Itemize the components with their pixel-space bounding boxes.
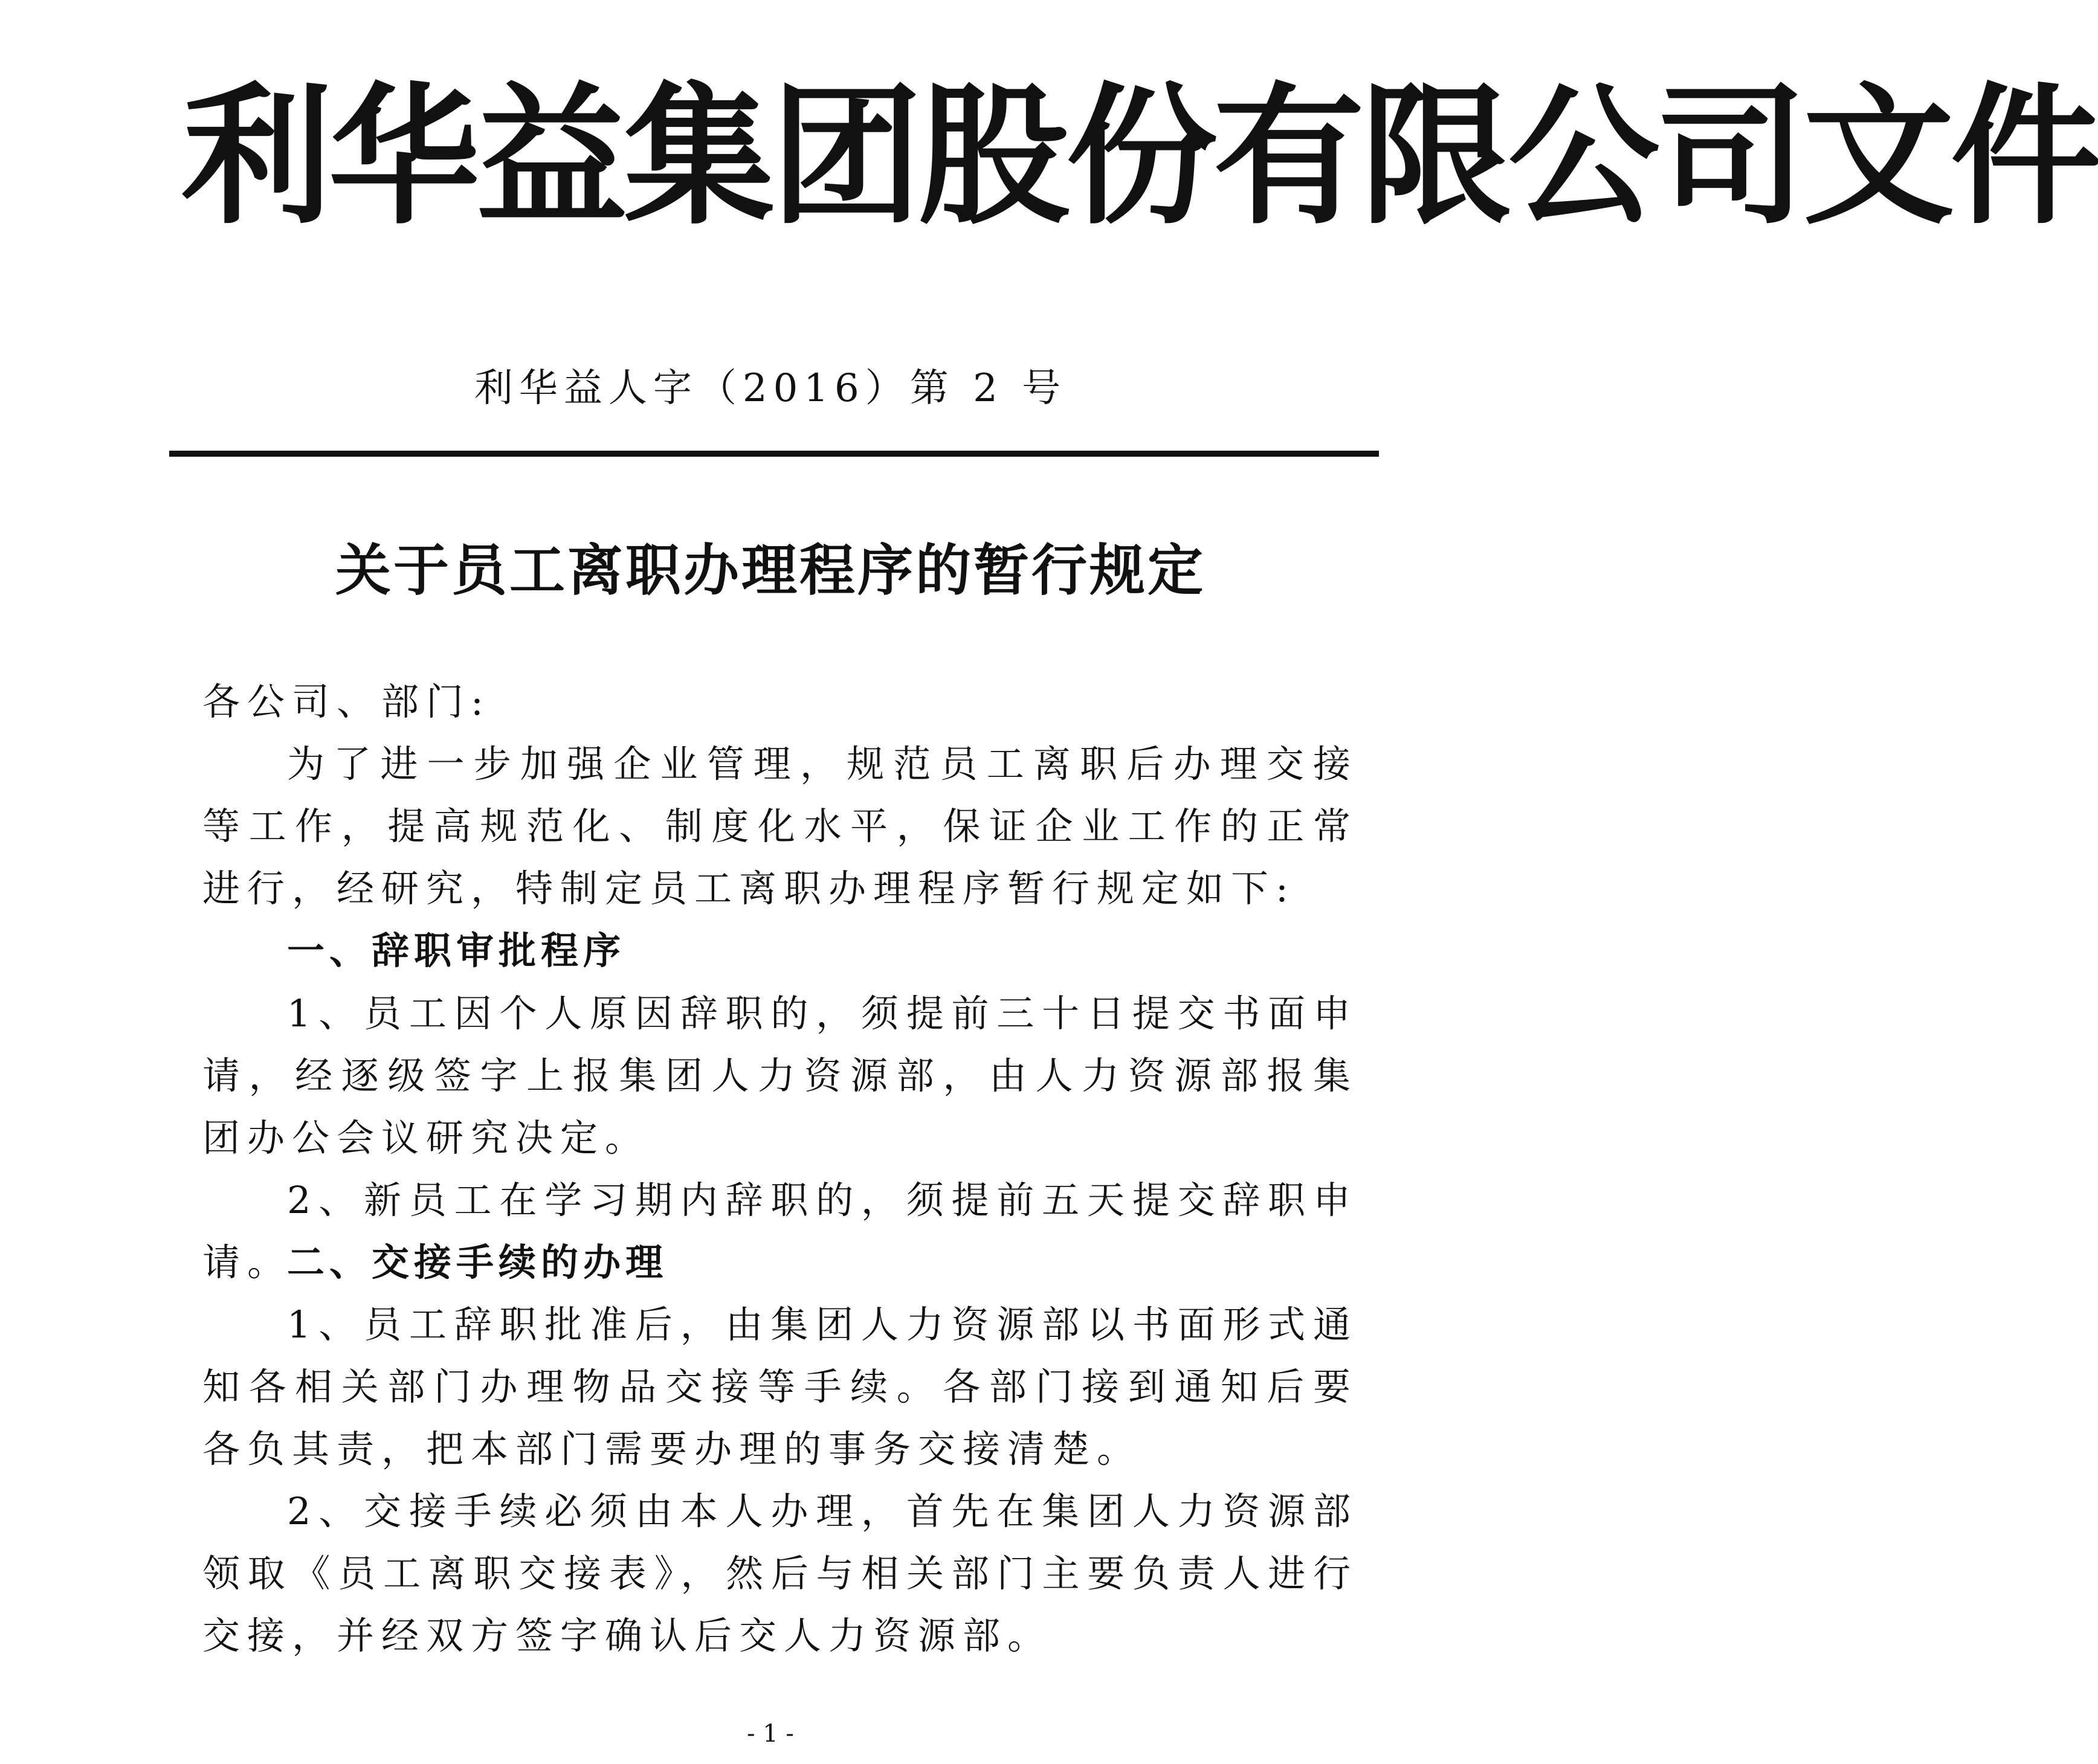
- section-2-paragraph-2: 2、交接手续必须由本人办理，首先在集团人力资源部领取《员工离职交接表》，然后与相关部门主要负责人进行交接，并经双方签字确认后交人力资源部。: [202, 1489, 1358, 1658]
- header-divider-line: [169, 451, 1379, 457]
- intro-paragraph: 为了进一步加强企业管理，规范员工离职后办理交接等工作，提高规范化、制度化水平，保证企业工作的正常进行，经研究，特制定员工离职办理程序暂行规定如下:: [202, 742, 1358, 910]
- page-number: - 1 -: [747, 1720, 794, 1748]
- section-heading-handover-procedures: 二、交接手续的办理: [287, 1240, 668, 1284]
- document-number: 利华益人字（2016）第 2 号: [474, 366, 1067, 411]
- document-title: 关于员工离职办理程序的暂行规定: [335, 538, 1206, 603]
- section-2-paragraph-1: 1、员工辞职批准后，由集团人力资源部以书面形式通知各相关部门办理物品交接等手续。各部门接到通知后要各负其责，把本部门需要办理的事务交接清楚。: [202, 1302, 1358, 1471]
- section-1-paragraph-2: 2、新员工在学习期内辞职的，须提前五天提交辞职申请。: [202, 1178, 1358, 1284]
- document-header-title: 利华益集团股份有限公司文件: [181, 69, 2098, 245]
- section-heading-resignation-approval: 一、辞职审批程序: [287, 929, 626, 973]
- section-1-paragraph-1: 1、员工因个人原因辞职的，须提前三十日提交书面申请，经逐级签字上报集团人力资源部，由人力资源部报集团办公会议研究决定。: [202, 991, 1358, 1160]
- salutation: 各公司、部门:: [202, 680, 491, 724]
